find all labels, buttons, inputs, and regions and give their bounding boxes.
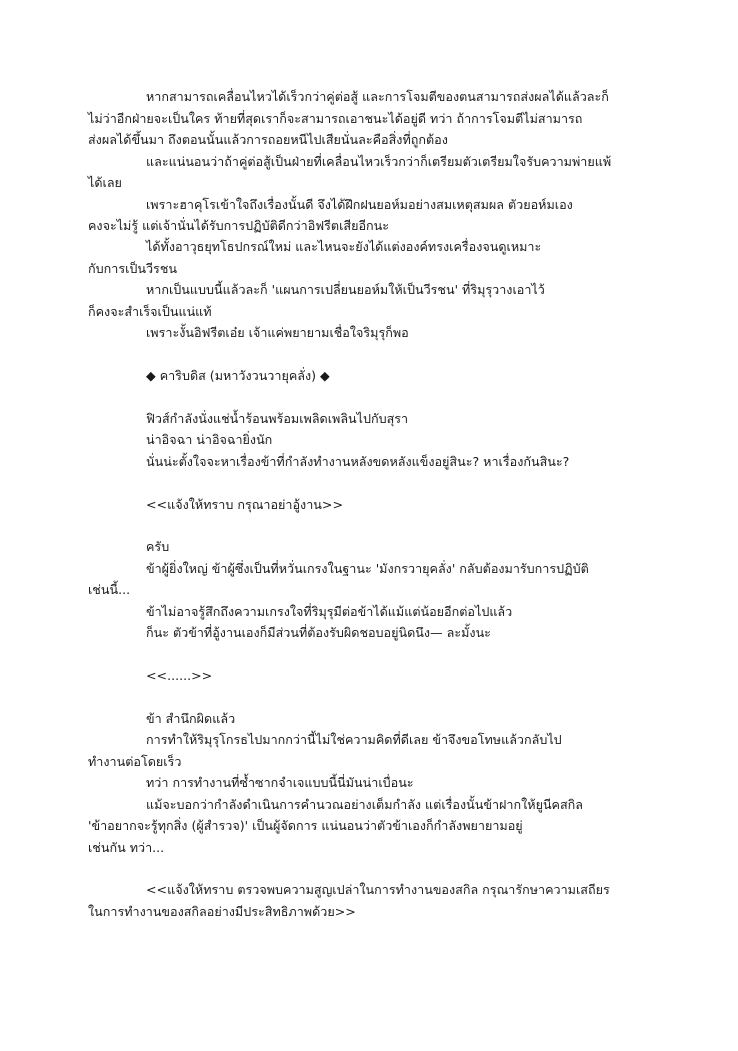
paragraph-line: ครับ	[146, 539, 170, 554]
paragraph-line: หากสามารถเคลื่อนไหวได้เร็วกว่าคู่ต่อสู้ และการโจมตีของตนสามารถส่งผลได้แล้วละก็	[146, 89, 609, 104]
system-message: <<......>>	[146, 668, 213, 683]
paragraph-line: ข้า สำนึกผิดแล้ว	[146, 711, 236, 726]
paragraph-line: ฟิวส์กำลังนั่งแช่น้ำร้อนพร้อมเพลิดเพลินไปกับสุรา	[146, 411, 409, 426]
paragraph-line: น่าอิจฉา น่าอิจฉายิ่งนัก	[146, 432, 273, 447]
paragraph-line: ก็คงจะสำเร็จเป็นแน่แท้	[88, 304, 212, 319]
paragraph-line: หากเป็นแบบนี้แล้วละก็ 'แผนการเปลี่ยนยอห์มให้เป็นวีรชน' ที่ริมุรุวางเอาไว้	[146, 282, 545, 297]
paragraph-line: ได้เลย	[88, 175, 122, 190]
paragraph-line: กับการเป็นวีรชน	[88, 261, 177, 276]
paragraph-line: ทำงานต่อโดยเร็ว	[88, 754, 182, 769]
section-heading: ◆ คาริบดิส (มหาวังวนวายุคลั่ง) ◆	[146, 368, 330, 383]
paragraph-line: ทว่า การทำงานที่ซ้ำซากจำเจแบบนี้นี่มันน่าเบื่อนะ	[146, 775, 414, 790]
paragraph-line: นั่นน่ะตั้งใจจะหาเรื่องข้าที่กำลังทำงานหลังขดหลังแข็งอยู่สินะ? หาเรื่องกันสินะ?	[146, 454, 570, 469]
paragraph-line: เพราะงั้นอิฟรีตเอ๋ย เจ้าแค่พยายามเชื่อใจริมุรุก็พอ	[146, 325, 409, 340]
paragraph-line: เช่นนี้...	[88, 582, 131, 597]
system-message: <<แจ้งให้ทราบ ตรวจพบความสูญเปล่าในการทำงานของสกิล กรุณารักษาความเสถียร	[146, 882, 610, 897]
system-message: <<แจ้งให้ทราบ กรุณาอย่าอู้งาน>>	[146, 497, 343, 512]
paragraph-line: แม้จะบอกว่ากำลังดำเนินการคำนวณอย่างเต็มกำลัง แต่เรื่องนั้นข้าฝากให้ยูนีคสกิล	[146, 797, 584, 812]
paragraph-line: และแน่นอนว่าถ้าคู่ต่อสู้เป็นฝ่ายที่เคลื่อนไหวเร็วกว่าก็เตรียมตัวเตรียมใจรับความพ่ายแพ้	[146, 154, 612, 169]
paragraph-line: เช่นกัน ทว่า...	[88, 840, 165, 855]
paragraph-line: การทำให้ริมุรุโกรธไปมากกว่านี้ไม่ใช่ความคิดที่ดีเลย ข้าจึงขอโทษแล้วกลับไป	[146, 732, 562, 747]
paragraph-line: ก็นะ ตัวข้าที่อู้งานเองก็มีส่วนที่ต้องรับผิดชอบอยู่นิดนึง— ละมั้งนะ	[146, 625, 491, 640]
paragraph-line: ไม่ว่าอีกฝ่ายจะเป็นใคร ท้ายที่สุดเราก็จะสามารถเอาชนะได้อยู่ดี ทว่า ถ้าการโจมตีไม่สามารถ	[88, 111, 583, 126]
paragraph-line: ข้าไม่อาจรู้สึกถึงความเกรงใจที่ริมุรุมีต่อข้าได้แม้แต่น้อยอีกต่อไปแล้ว	[146, 604, 513, 619]
paragraph-line: 'ข้าอยากจะรู้ทุกสิ่ง (ผู้สำรวจ)' เป็นผู้จัดการ แน่นอนว่าตัวข้าเองก็กำลังพยายามอยู่	[88, 818, 523, 833]
paragraph-line: ส่งผลได้ขึ้นมา ถึงตอนนั้นแล้วการถอยหนีไปเสียนั่นละคือสิ่งที่ถูกต้อง	[88, 132, 448, 147]
paragraph-line: คงจะไม่รู้ แต่เจ้านั่นได้รับการปฏิบัติดีกว่าอิฟรีตเสียอีกนะ	[88, 218, 390, 233]
paragraph-line: ได้ทั้งอาวุธยุทโธปกรณ์ใหม่ และไหนจะยังได้แต่งองค์ทรงเครื่องจนดูเหมาะ	[146, 239, 542, 254]
paragraph-line: เพราะฮาคุโรเข้าใจถึงเรื่องนั้นดี จึงได้ฝึกฝนยอห์มอย่างสมเหตุสมผล ตัวยอห์มเอง	[146, 197, 573, 212]
system-message: ในการทำงานของสกิลอย่างมีประสิทธิภาพด้วย>>	[88, 904, 356, 919]
paragraph-line: ข้าผู้ยิ่งใหญ่ ข้าผู้ซึ่งเป็นที่หวั่นเกรงในฐานะ 'มังกรวายุคลั่ง' กลับต้องมารับการปฏิบัติ	[146, 561, 589, 576]
